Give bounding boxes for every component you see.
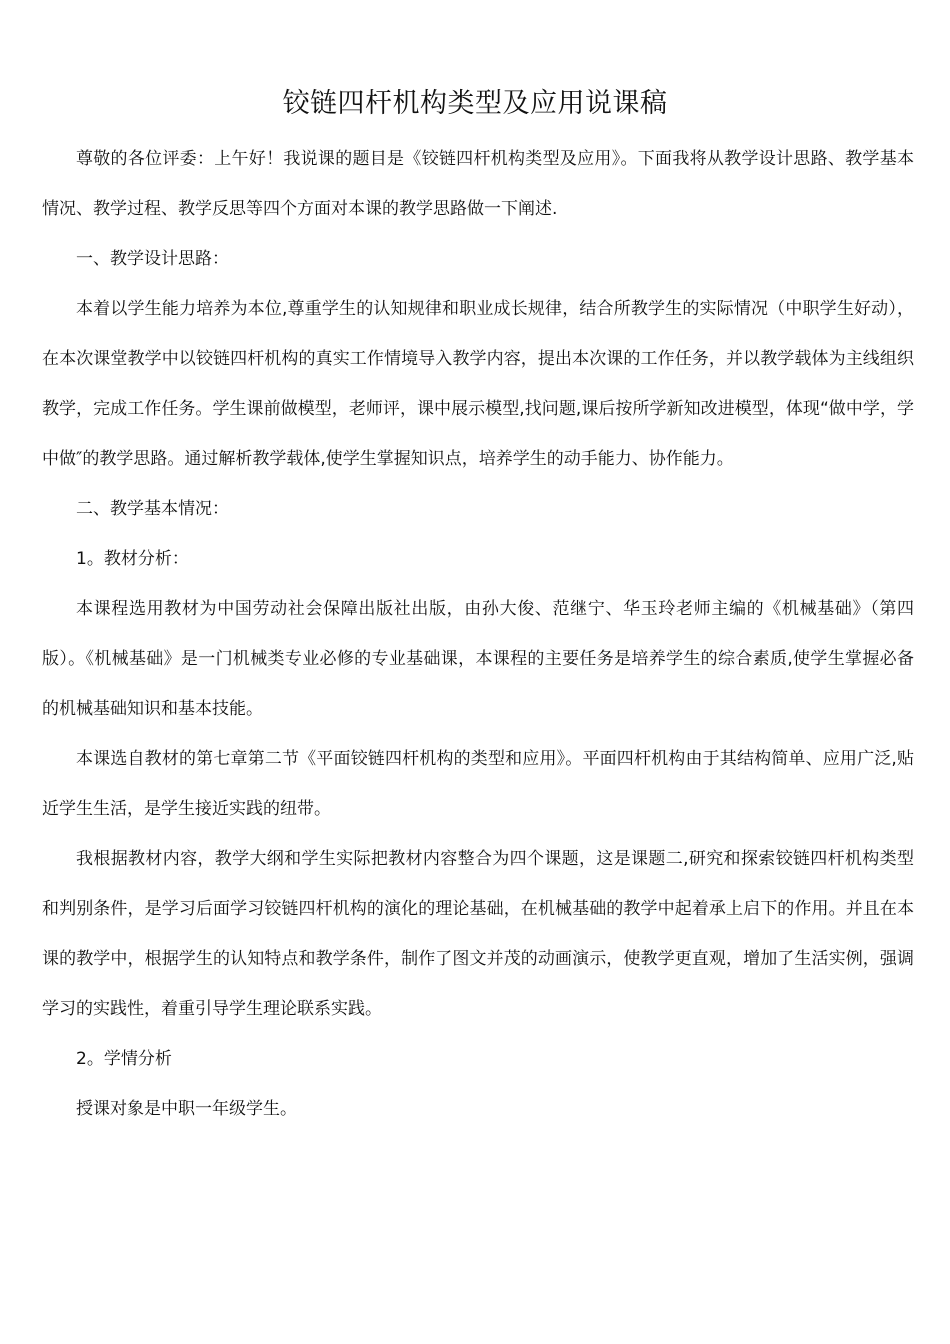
subsection-heading-students: 2。学情分析 — [76, 1049, 172, 1069]
section-heading-basics: 二、教学基本情况： — [76, 499, 229, 519]
paragraph-greeting: 尊敬的各位评委：上午好！我说课的题目是《铰链四杆机构类型及应用》。下面我将从教学设计思路、教学基本情况、教学过程、教学反思等四个方面对本课的教学思路做一下阐述. — [42, 149, 914, 219]
paragraph-textbook: 本课程选用教材为中国劳动社会保障出版社出版，由孙大俊、范继宁、华玉玲老师主编的《机械基础》（第四版）。《机械基础》是一门机械类专业必修的专业基础课，本课程的主要任务是培养学生的综合素质,使学生掌握必备的机械基础知识和基本技能。 — [42, 599, 914, 719]
section-heading-design: 一、教学设计思路： — [76, 249, 229, 269]
document-body — [42, 134, 914, 1134]
document-title: 铰链四杆机构类型及应用说课稿 — [282, 88, 668, 119]
paragraph-integration: 我根据教材内容，教学大纲和学生实际把教材内容整合为四个课题，这是课题二,研究和探索铰链四杆机构类型和判别条件，是学习后面学习铰链四杆机构的演化的理论基础，在机械基础的教学中起着承上启下的作用。并且在本课的教学中，根据学生的认知特点和教学条件，制作了图文并茂的动画演示，使教学更直观，增加了生活实例，强调学习的实践性，着重引导学生理论联系实践。 — [42, 849, 914, 1019]
subsection-heading-textbook: 1。教材分析： — [76, 549, 189, 569]
paragraph-students: 授课对象是中职一年级学生。 — [76, 1099, 297, 1119]
paragraph-design: 本着以学生能力培养为本位,尊重学生的认知规律和职业成长规律，结合所教学生的实际情况（中职学生好动），在本次课堂教学中以铰链四杆机构的真实工作情境导入教学内容，提出本次课的工作任务，并以教学载体为主线组织教学，完成工作任务。学生课前做模型，老师评，课中展示模型,找问题,课后按所学新知改进模型，体现“做中学，学中做″的教学思路。通过解析教学载体,使学生掌握知识点，培养学生的动手能力、协作能力。 — [42, 299, 914, 469]
paragraph-chapter: 本课选自教材的第七章第二节《平面铰链四杆机构的类型和应用》。平面四杆机构由于其结构简单、应用广泛,贴近学生生活，是学生接近实践的纽带。 — [42, 749, 914, 819]
